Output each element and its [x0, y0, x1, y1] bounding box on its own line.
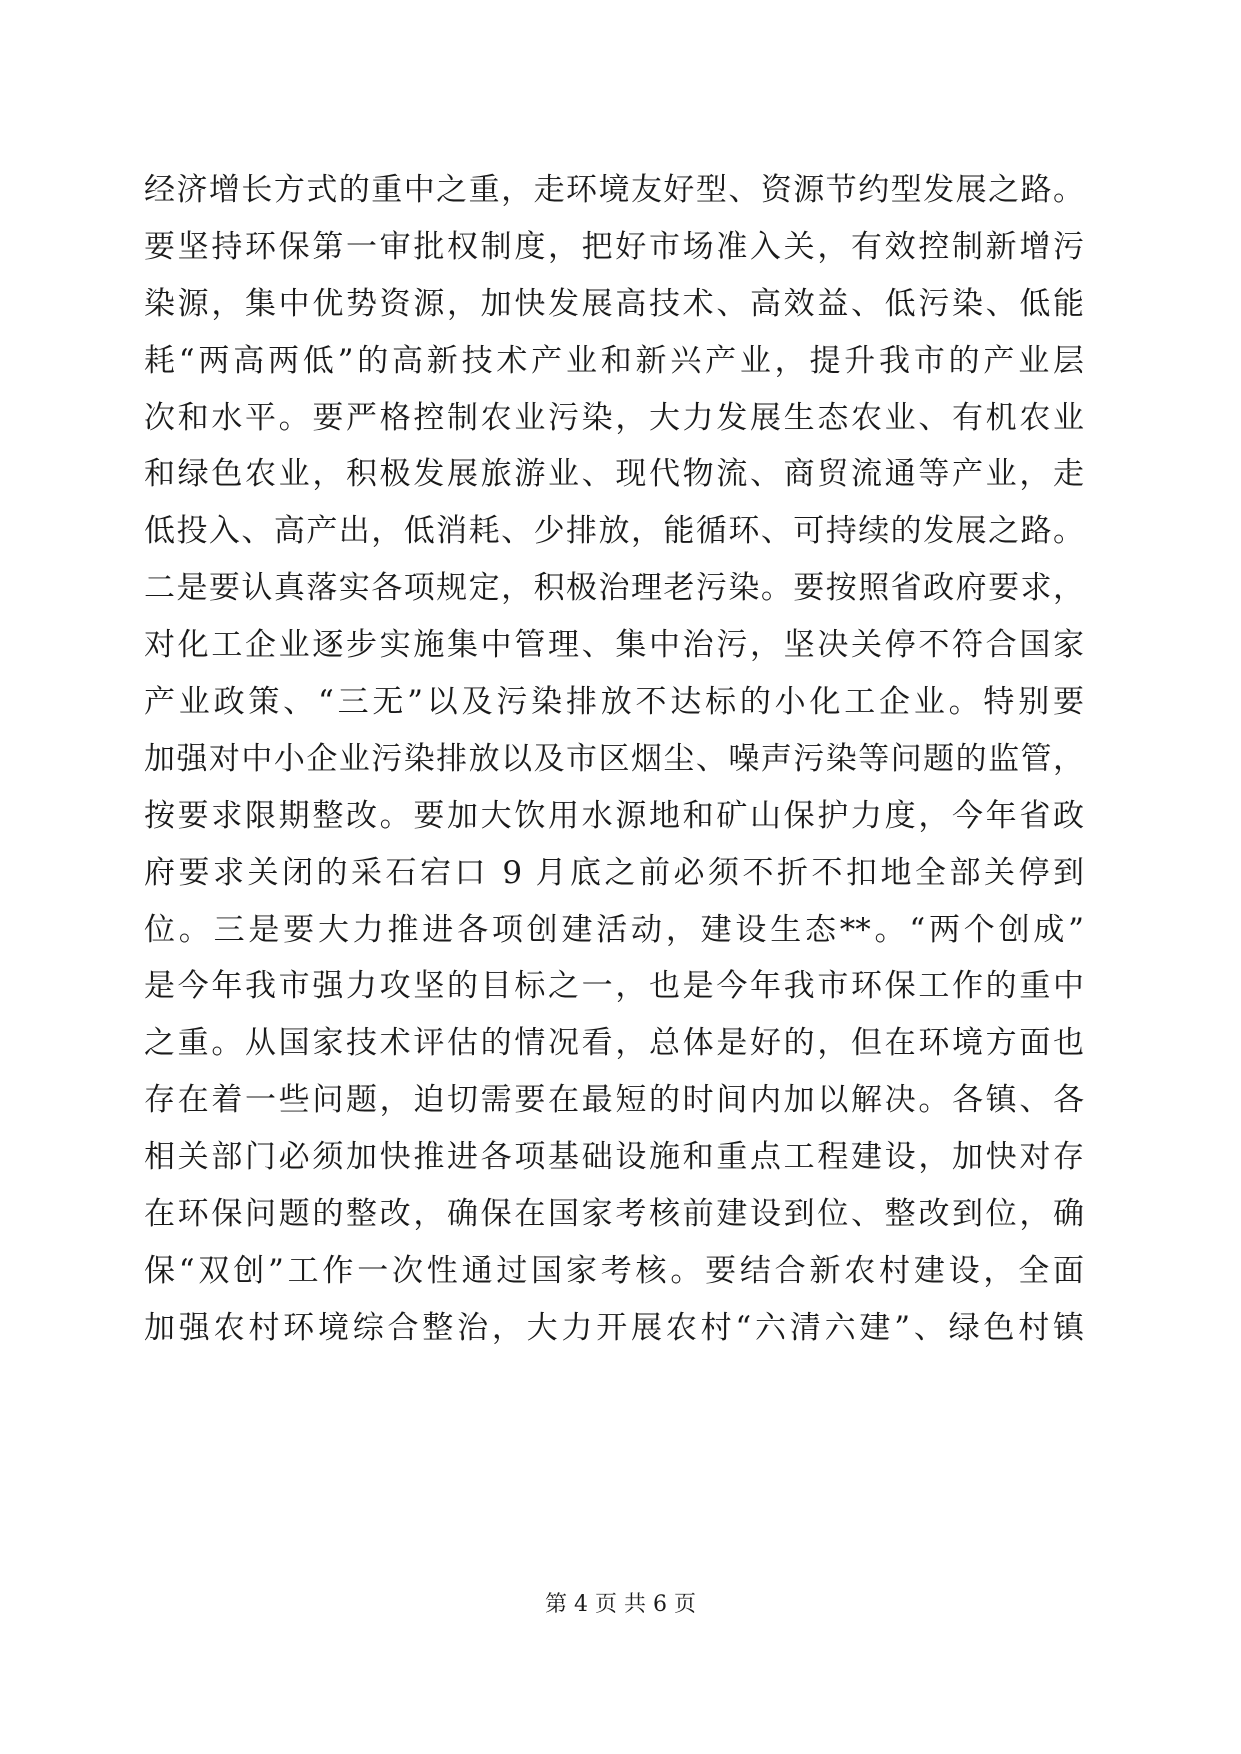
text-line: 和绿色农业，积极发展旅游业、现代物流、商贸流通等产业，走	[144, 456, 1084, 493]
text-line: 相关部门必须加快推进各项基础设施和重点工程建设，加快对存	[144, 1139, 1084, 1176]
text-line: 低投入、高产出，低消耗、少排放，能循环、可持续的发展之路。	[144, 513, 1084, 550]
body-text	[144, 162, 1084, 1357]
text-line: 经济增长方式的重中之重，走环境友好型、资源节约型发展之路。	[144, 172, 1084, 208]
text-line: 位。三是要大力推进各项创建活动，建设生态**。“两个创成”	[144, 911, 1084, 948]
text-line: 加强农村环境综合整治，大力开展农村“六清六建”、绿色村镇	[144, 1309, 1084, 1346]
text-line: 要坚持环保第一审批权制度，把好市场准入关，有效控制新增污	[144, 228, 1084, 265]
text-line: 保“双创”工作一次性通过国家考核。要结合新农村建设，全面	[144, 1252, 1084, 1289]
text-line: 染源，集中优势资源，加快发展高技术、高效益、低污染、低能	[144, 285, 1084, 322]
text-line: 存在着一些问题，迫切需要在最短的时间内加以解决。各镇、各	[144, 1082, 1084, 1119]
text-line: 之重。从国家技术评估的情况看，总体是好的，但在环境方面也	[144, 1025, 1084, 1062]
page-footer: 第 4 页 共 6 页	[545, 1592, 696, 1617]
text-line: 府要求关闭的采石宕口 9 月底之前必须不折不扣地全部关停到	[144, 854, 1084, 891]
text-line: 产业政策、“三无”以及污染排放不达标的小化工企业。特别要	[144, 684, 1084, 721]
text-line: 在环保问题的整改，确保在国家考核前建设到位、整改到位，确	[144, 1196, 1084, 1233]
text-line: 耗“两高两低”的高新技术产业和新兴产业，提升我市的产业层	[144, 342, 1084, 379]
text-line: 加强对中小企业污染排放以及市区烟尘、噪声污染等问题的监管，	[144, 740, 1084, 777]
text-line: 对化工企业逐步实施集中管理、集中治污，坚决关停不符合国家	[144, 627, 1084, 664]
text-line: 次和水平。要严格控制农业污染，大力发展生态农业、有机农业	[144, 399, 1084, 436]
text-line: 是今年我市强力攻坚的目标之一，也是今年我市环保工作的重中	[144, 968, 1084, 1005]
text-line: 按要求限期整改。要加大饮用水源地和矿山保护力度，今年省政	[144, 797, 1084, 834]
text-line: 二是要认真落实各项规定，积极治理老污染。要按照省政府要求，	[144, 570, 1084, 607]
